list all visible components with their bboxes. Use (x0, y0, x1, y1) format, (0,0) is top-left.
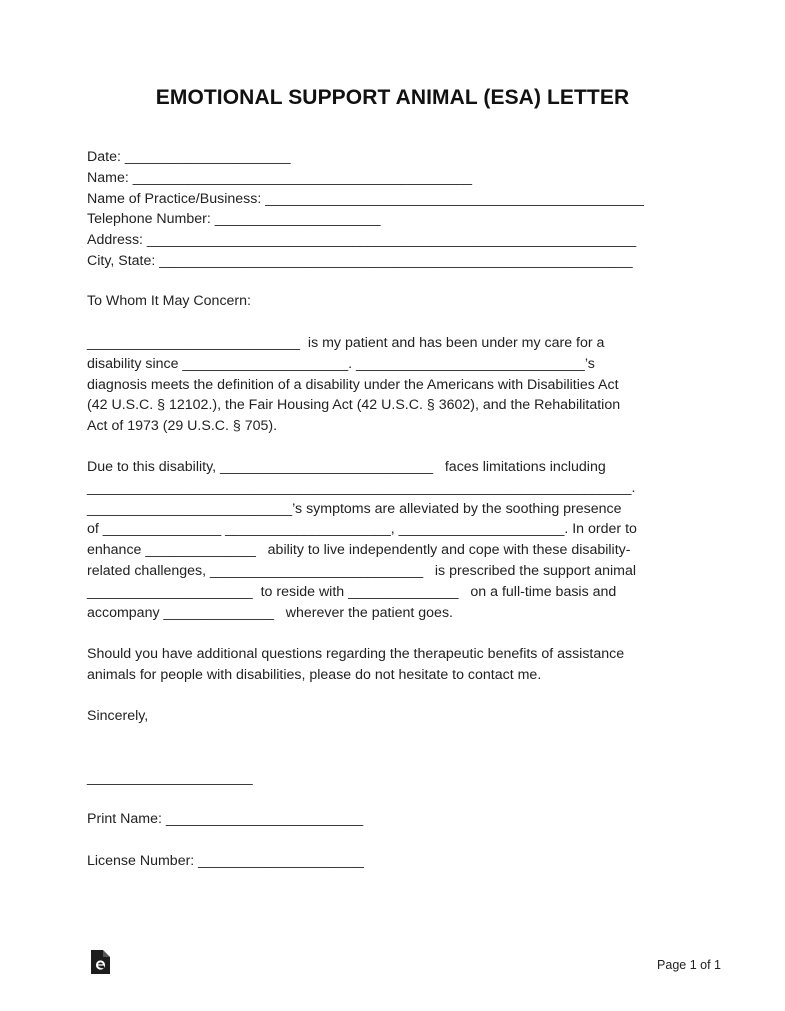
paragraph-line: accompany ______________ wherever the patient goes. (87, 604, 453, 621)
signature-block (87, 768, 707, 789)
paragraph-line: Due to this disability, ___________________________ faces limitations including (87, 459, 606, 475)
paragraph-line: disability since _____________________. _____________________________’s (87, 355, 595, 372)
eforms-logo-icon (91, 950, 110, 974)
city-state-field: City, State: ____________________________________________________________ (87, 252, 633, 269)
paragraph-line: Act of 1973 (29 U.S.C. § 705). (87, 418, 278, 435)
page-number: Page 1 of 1 (657, 958, 721, 972)
paragraph-line: enhance ______________ ability to live independently and cope with these disability- (87, 542, 631, 559)
license-number-field: License Number: _____________________ (87, 853, 364, 869)
header-fields (87, 147, 707, 272)
name-field: Name: ___________________________________________ (87, 169, 473, 186)
signature-line: _____________________ (87, 770, 253, 786)
print-name-block (87, 809, 707, 830)
paragraph-line: related challenges, ___________________________ is prescribed the support animal (87, 562, 636, 579)
paragraph-line: animals for people with disabilities, please do not hesitate to contact me. (87, 666, 542, 683)
paragraph-line: Should you have additional questions regarding the therapeutic benefits of assistance (87, 646, 625, 662)
license-block (87, 851, 707, 872)
document-title: EMOTIONAL SUPPORT ANIMAL (ESA) LETTER (155, 86, 630, 109)
paragraph-line: diagnosis meets the definition of a disability under the Americans with Disabilities Act (87, 376, 619, 393)
print-name-field: Print Name: _________________________ (87, 811, 364, 827)
address-field: Address: ______________________________________________________________ (87, 232, 637, 249)
paragraph-diagnosis (87, 333, 707, 437)
paragraph-line: (42 U.S.C. § 12102.), the Fair Housing Act (42 U.S.C. § 3602), and the Rehabilitation (87, 397, 621, 414)
telephone-field: Telephone Number: _____________________ (87, 211, 381, 228)
paragraph-line: ___________________________ is my patient and has been under my care for a (87, 335, 605, 351)
closing-text: Sincerely, (87, 708, 149, 724)
closing (87, 706, 707, 727)
salutation-text: To Whom It May Concern: (87, 293, 251, 309)
date-field: Date: _____________________ (87, 149, 291, 165)
paragraph-questions (87, 644, 707, 686)
paragraph-line: __________________________’s symptoms are alleviated by the soothing presence (87, 500, 622, 517)
paragraph-line: of _______________ _____________________, _____________________. In order to (87, 521, 637, 538)
paragraph-limitations (87, 457, 707, 623)
paragraph-line: _____________________ to reside with ______________ on a full-time basis and (87, 583, 617, 600)
salutation (87, 291, 707, 312)
practice-field: Name of Practice/Business: ________________________________________________ (87, 190, 644, 207)
paragraph-line: _____________________________________________________________________. (87, 479, 636, 496)
